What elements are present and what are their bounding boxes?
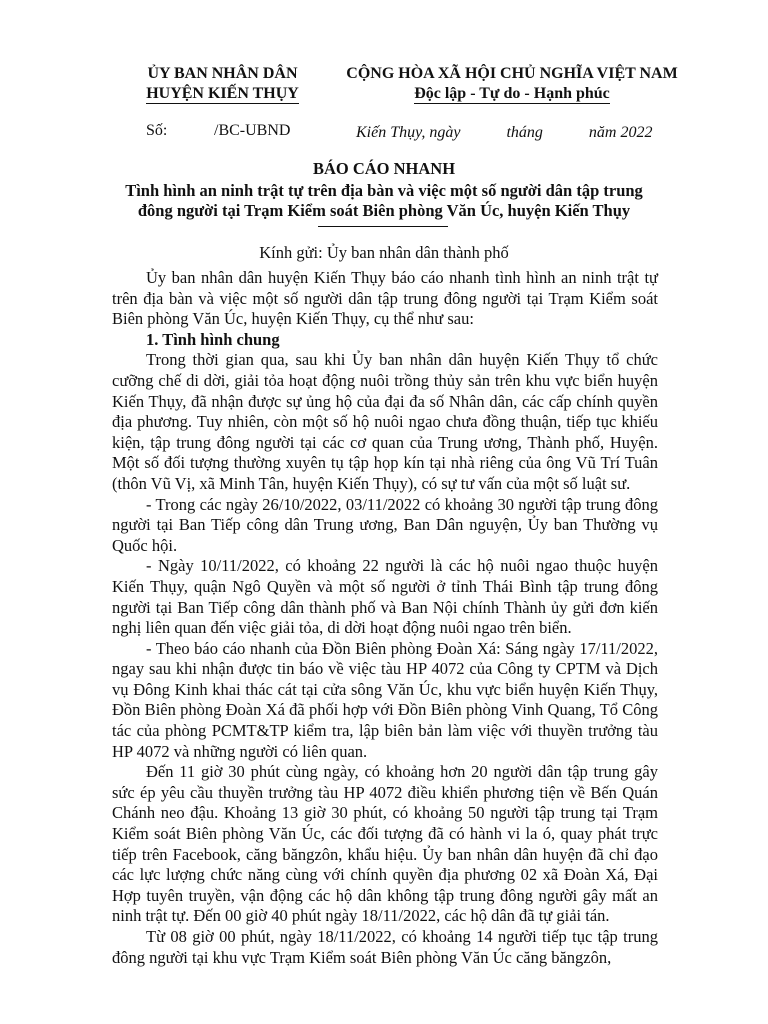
issuing-authority	[120, 64, 325, 104]
subtitle-line-2: đông người tại Trạm Kiểm soát Biên phòng Văn Úc, huyện Kiến Thụy	[137, 201, 631, 220]
national-motto	[322, 64, 702, 104]
report-body	[112, 268, 658, 968]
place-day: Kiến Thụy, ngày	[356, 124, 461, 141]
body-paragraph: Từ 08 giờ 00 phút, ngày 18/11/2022, có khoảng 14 người tiếp tục tập trung đông người tại khu vực Trạm Kiểm soát Biên phòng Văn Úc căng băngzôn,	[112, 927, 658, 967]
body-paragraph: Trong thời gian qua, sau khi Ủy ban nhân dân huyện Kiến Thụy tổ chức cưỡng chế di dời, giải tỏa hoạt động nuôi trồng thủy sản trên khu vực biển huyện Kiến Thụy, đã nhận được sự ủng hộ của đại đa số Nhân dân, các cấp chính quyền địa phương. Tuy nhiên, còn một số hộ nuôi ngao chưa đồng thuận, tiếp tục khiếu kiện, tập trung đông người tại các cơ quan của Trung ương, Thành phố, Huyện. Một số đối tượng thường xuyên tụ tập họp kín tại nhà riêng của ông Vũ Trí Tuân (thôn Vũ Vị, xã Minh Tân, huyện Kiến Thụy), có sự tư vấn của một số luật sư.	[112, 350, 658, 493]
document-code: /BC-UBND	[214, 122, 291, 139]
authority-line-2: HUYỆN KIẾN THỤY	[146, 85, 299, 102]
recipient: Kính gửi: Ủy ban nhân dân thành phố	[259, 243, 509, 262]
body-paragraph: Đến 11 giờ 30 phút cùng ngày, có khoảng hơn 20 người dân tập trung gây sức ép yêu cầu thuyền trưởng tàu HP 4072 điều khiển phương tiện về Bến Quán Chánh neo đậu. Khoảng 13 giờ 30 phút, có khoảng 50 người tập trung tại Trạm Kiểm soát Biên phòng Văn Úc, các đối tượng đã có hành vi la ó, quay phát trực tiếp trên Facebook, căng băngzôn, khẩu hiệu. Ủy ban nhân dân huyện đã chỉ đạo các lực lượng chức năng cùng với chính quyền địa phương 02 xã Đoàn Xá, Đại Hợp tuyên truyền, vận động các hộ dân không tập trung đông người gây mất an ninh trật tự. Đến 00 giờ 40 phút ngày 18/11/2022, các hộ dân đã tự giải tán.	[112, 762, 658, 926]
body-paragraph: - Trong các ngày 26/10/2022, 03/11/2022 có khoảng 30 người tập trung đông người tại Ban Tiếp công dân Trung ương, Ban Dân nguyện, Ủy ban Thường vụ Quốc hội.	[112, 494, 658, 555]
document-number-label: Số:	[146, 122, 168, 139]
section-heading: 1. Tình hình chung	[146, 329, 280, 349]
intro-paragraph: Ủy ban nhân dân huyện Kiến Thụy báo cáo nhanh tình hình an ninh trật tự trên địa bàn và việc một số người dân tập trung đông người tại Trạm Kiểm soát Biên phòng Văn Úc, huyện Kiến Thụy, cụ thể như sau:	[112, 268, 658, 329]
place-date	[356, 124, 652, 142]
subtitle-line-1: Tình hình an ninh trật tự trên địa bàn và việc một số người dân tập trung	[125, 181, 643, 200]
authority-line-1: ỦY BAN NHÂN DÂN	[147, 65, 298, 82]
report-title: BÁO CÁO NHANH	[312, 159, 456, 178]
year-label: năm 2022	[588, 124, 653, 141]
body-paragraph: - Ngày 10/11/2022, có khoảng 22 người là các hộ nuôi ngao thuộc huyện Kiến Thụy, quận Ngô Quyền và một số người ở tỉnh Thái Bình tập trung đông người tại Ban Tiếp công dân thành phố và Ban Nội chính Thành ủy gửi đơn kiến nghị liên quan đến việc giải tỏa, di dời hoạt động nuôi ngao trên biển.	[112, 556, 658, 638]
report-subtitle	[112, 181, 656, 221]
title-underline	[318, 226, 448, 227]
body-paragraph: - Theo báo cáo nhanh của Đồn Biên phòng Đoàn Xá: Sáng ngày 17/11/2022, ngay sau khi nhận được tin báo về việc tàu HP 4072 của Công ty CPTM và Dịch vụ Đông Kinh khai thác cát tại cửa sông Văn Úc, khu vực biển huyện Kiến Thụy, Đồn Biên phòng Đoàn Xá đã phối hợp với Đồn Biên phòng Vinh Quang, Tổ Công tác của phòng PCMT&TP kiểm tra, lập biên bản làm việc với thuyền trưởng tàu HP 4072 và những người có liên quan.	[112, 638, 658, 761]
month-label: tháng	[506, 124, 543, 141]
motto-line-1: CỘNG HÒA XÃ HỘI CHỦ NGHĨA VIỆT NAM	[346, 65, 678, 82]
motto-line-2: Độc lập - Tự do - Hạnh phúc	[414, 85, 610, 102]
